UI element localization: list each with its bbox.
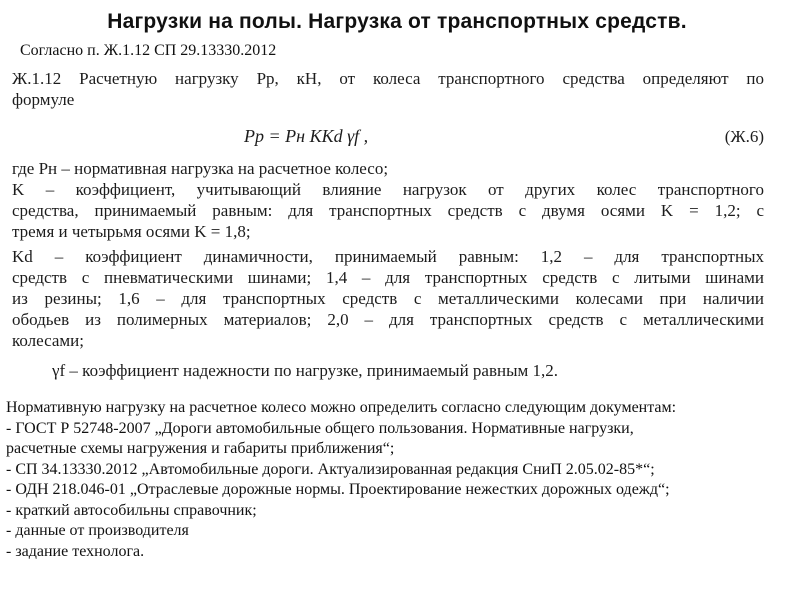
list-item: расчетные схемы нагружения и габариты приближения“;	[6, 440, 395, 457]
definition-pn: где Pн – нормативная нагрузка на расчетное колесо;	[12, 159, 389, 178]
list-item: - краткий автособильны справочник;	[6, 501, 257, 519]
definition-k-line-1: K – коэффициент, учитывающий влияние нагрузок от других колес транспортного	[12, 180, 764, 199]
definition-kd-line-3: из резины; 1,6 – для транспортных средств с металлическими колесами при наличии	[12, 289, 764, 308]
documents-section	[6, 398, 786, 562]
page-title: Нагрузки на полы. Нагрузка от транспортных средств.	[107, 10, 687, 33]
definition-k-line-2: средства, принимаемый равным: для транспортных средств с двумя осями K = 1,2; с	[12, 201, 764, 220]
list-item: - ГОСТ Р 52748-2007 „Дороги автомобильные общего пользования. Нормативные нагрузки,	[6, 419, 634, 437]
definition-kd-line-4: ободьев из полимерных материалов; 2,0 – для транспортных средств с металлическими	[12, 310, 764, 329]
list-item: - задание технолога.	[6, 542, 145, 560]
formula: Pр = Pн KKd γf ,	[244, 126, 369, 146]
definition-kd-line-5: колесами;	[12, 331, 85, 350]
definition-kd-line-2: средств с пневматическими шинами; 1,4 – для транспортных средств с литыми шинами	[12, 268, 764, 287]
intro-line-2: формуле	[12, 90, 75, 109]
list-item: - СП 34.13330.2012 „Автомобильные дороги. Актуализированная редакция СниП 2.05.02-85*“;	[6, 460, 655, 478]
equation-number: (Ж.6)	[724, 127, 764, 146]
intro-line-1: Ж.1.12 Расчетную нагрузку Pр, кН, от колеса транспортного средства определяют по	[12, 69, 764, 88]
definition-gf: γf – коэффициент надежности по нагрузке, принимаемый равным 1,2.	[52, 361, 559, 380]
list-item: - ОДН 218.046-01 „Отраслевые дорожные нормы. Проектирование нежестких дорожных одежд“;	[6, 481, 670, 498]
scanned-excerpt	[12, 68, 772, 388]
definition-kd-line-1: Kd – коэффициент динамичности, принимаемый равным: 1,2 – для транспортных	[12, 247, 764, 266]
documents-lead: Нормативную нагрузку на расчетное колесо можно определить согласно следующим документам:	[6, 399, 677, 416]
definition-k-line-3: тремя и четырьмя осями K = 1,8;	[12, 222, 251, 241]
list-item: - данные от производителя	[6, 522, 189, 539]
reference-line: Согласно п. Ж.1.12 СП 29.13330.2012	[20, 42, 277, 59]
